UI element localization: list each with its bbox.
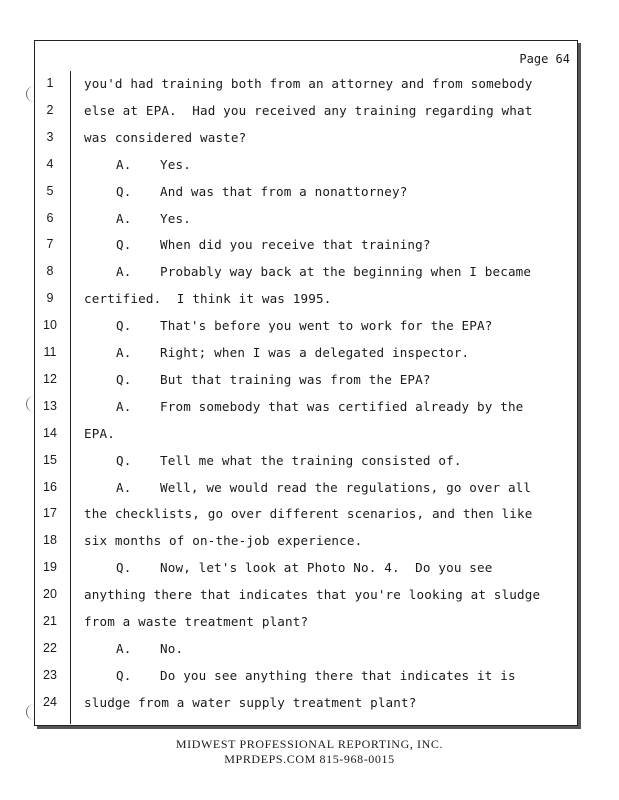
line-text xyxy=(116,372,431,387)
transcript-line xyxy=(0,637,619,664)
line-text xyxy=(116,318,492,333)
line-number: 10 xyxy=(43,318,57,333)
line-number: 3 xyxy=(46,129,54,144)
transcript-line xyxy=(0,502,619,529)
transcript-line xyxy=(0,99,619,126)
line-content: No. xyxy=(160,640,184,656)
line-number: 5 xyxy=(46,183,54,198)
line-text xyxy=(116,480,531,495)
transcript-line xyxy=(0,395,619,422)
line-content: Probably way back at the beginning when I became xyxy=(160,264,532,280)
speaker-label: Q. xyxy=(116,452,132,468)
speaker-label: A. xyxy=(116,210,132,226)
transcript-line xyxy=(0,260,619,287)
line-number: 23 xyxy=(43,667,57,682)
line-content: certified. I think it was 1995. xyxy=(84,291,332,307)
speaker-label: Q. xyxy=(116,667,132,683)
line-text xyxy=(116,399,523,414)
line-number: 13 xyxy=(43,398,57,413)
speaker-label: Q. xyxy=(116,183,132,199)
footer-company: MIDWEST PROFESSIONAL REPORTING, INC. xyxy=(175,737,444,751)
speaker-label: A. xyxy=(116,264,132,280)
line-number: 9 xyxy=(46,291,54,306)
transcript-line xyxy=(0,180,619,207)
page-number: Page 64 xyxy=(519,52,570,66)
speaker-label: A. xyxy=(116,398,132,414)
line-content: Yes. xyxy=(160,210,191,226)
line-number: 20 xyxy=(43,587,57,602)
speaker-label: Q. xyxy=(116,371,132,387)
line-content: else at EPA. Had you received any training regarding what xyxy=(84,102,533,118)
transcript-line xyxy=(0,529,619,556)
transcript-line xyxy=(0,72,619,99)
line-text xyxy=(116,641,183,656)
line-text xyxy=(84,103,532,118)
transcript-line xyxy=(0,664,619,691)
line-number: 24 xyxy=(43,694,57,709)
line-number: 7 xyxy=(46,237,54,252)
line-text xyxy=(84,291,331,306)
transcript-line xyxy=(0,341,619,368)
transcript-line xyxy=(0,610,619,637)
line-content: That's before you went to work for the EPA? xyxy=(160,318,493,334)
transcript-line xyxy=(0,583,619,610)
line-content: Well, we would read the regulations, go over all xyxy=(160,479,532,495)
line-number: 22 xyxy=(43,640,57,655)
line-content: Tell me what the training consisted of. xyxy=(160,452,462,468)
line-text xyxy=(116,560,492,575)
line-number: 4 xyxy=(46,156,54,171)
line-number: 12 xyxy=(43,371,57,386)
line-text xyxy=(84,76,532,91)
transcript-line xyxy=(0,126,619,153)
line-text xyxy=(116,264,531,279)
line-content: From somebody that was certified already by the xyxy=(160,398,524,414)
line-content: Now, let's look at Photo No. 4. Do you see xyxy=(160,560,493,576)
speaker-label: A. xyxy=(116,345,132,360)
speaker-label: Q. xyxy=(116,318,132,334)
line-content: And was that from a nonattorney? xyxy=(160,183,408,199)
transcript-line xyxy=(0,556,619,583)
transcript-line xyxy=(0,233,619,260)
line-content: Right; when I was a delegated inspector. xyxy=(160,345,470,360)
line-text xyxy=(84,587,540,602)
transcript-line xyxy=(0,207,619,234)
line-number: 2 xyxy=(46,102,54,117)
line-text xyxy=(116,453,462,468)
line-number: 16 xyxy=(43,479,57,494)
line-content: Yes. xyxy=(160,156,191,172)
line-content: six months of on-the-job experience. xyxy=(84,533,363,549)
transcript-line xyxy=(0,368,619,395)
line-number: 18 xyxy=(43,533,57,548)
line-text xyxy=(84,130,246,145)
speaker-label: A. xyxy=(116,479,132,495)
line-text xyxy=(84,426,115,441)
line-number: 19 xyxy=(43,560,57,575)
line-number: 1 xyxy=(46,76,54,90)
line-content: sludge from a water supply treatment plant? xyxy=(84,694,417,710)
line-text xyxy=(84,506,532,521)
transcript-line xyxy=(0,287,619,314)
line-text xyxy=(116,668,516,683)
transcript-line xyxy=(0,691,619,718)
line-text xyxy=(116,345,469,360)
speaker-label: Q. xyxy=(116,237,132,253)
line-content: EPA. xyxy=(84,425,115,441)
transcript-line xyxy=(0,422,619,449)
speaker-label: Q. xyxy=(116,560,132,576)
line-content: from a waste treatment plant? xyxy=(84,614,309,629)
line-text xyxy=(84,533,362,548)
line-text xyxy=(116,237,431,252)
line-number: 14 xyxy=(43,425,57,440)
speaker-label: A. xyxy=(116,640,132,656)
line-content: was considered waste? xyxy=(84,129,247,145)
transcript-line xyxy=(0,449,619,476)
line-text xyxy=(84,614,308,629)
line-content: the checklists, go over different scenarios, and then like xyxy=(84,506,533,522)
line-text xyxy=(116,157,191,172)
line-text xyxy=(84,695,416,710)
line-content: you'd had training both from an attorney and from somebody xyxy=(84,76,533,91)
line-number: 6 xyxy=(46,210,54,225)
line-number: 17 xyxy=(43,506,57,521)
line-text xyxy=(116,211,191,226)
line-number: 8 xyxy=(46,264,54,279)
footer-contact: MPRDEPS.COM 815-968-0015 xyxy=(224,752,395,766)
line-content: But that training was from the EPA? xyxy=(160,371,431,387)
line-text xyxy=(116,184,407,199)
transcript-line xyxy=(0,476,619,503)
speaker-label: A. xyxy=(116,156,132,172)
line-content: When did you receive that training? xyxy=(160,237,431,253)
line-content: Do you see anything there that indicates it is xyxy=(160,667,516,683)
line-number: 21 xyxy=(43,614,57,628)
line-number: 15 xyxy=(43,452,57,467)
line-number: 11 xyxy=(43,345,57,359)
line-content: anything there that indicates that you're looking at sludge xyxy=(84,587,541,603)
transcript-line xyxy=(0,314,619,341)
transcript-line xyxy=(0,153,619,180)
